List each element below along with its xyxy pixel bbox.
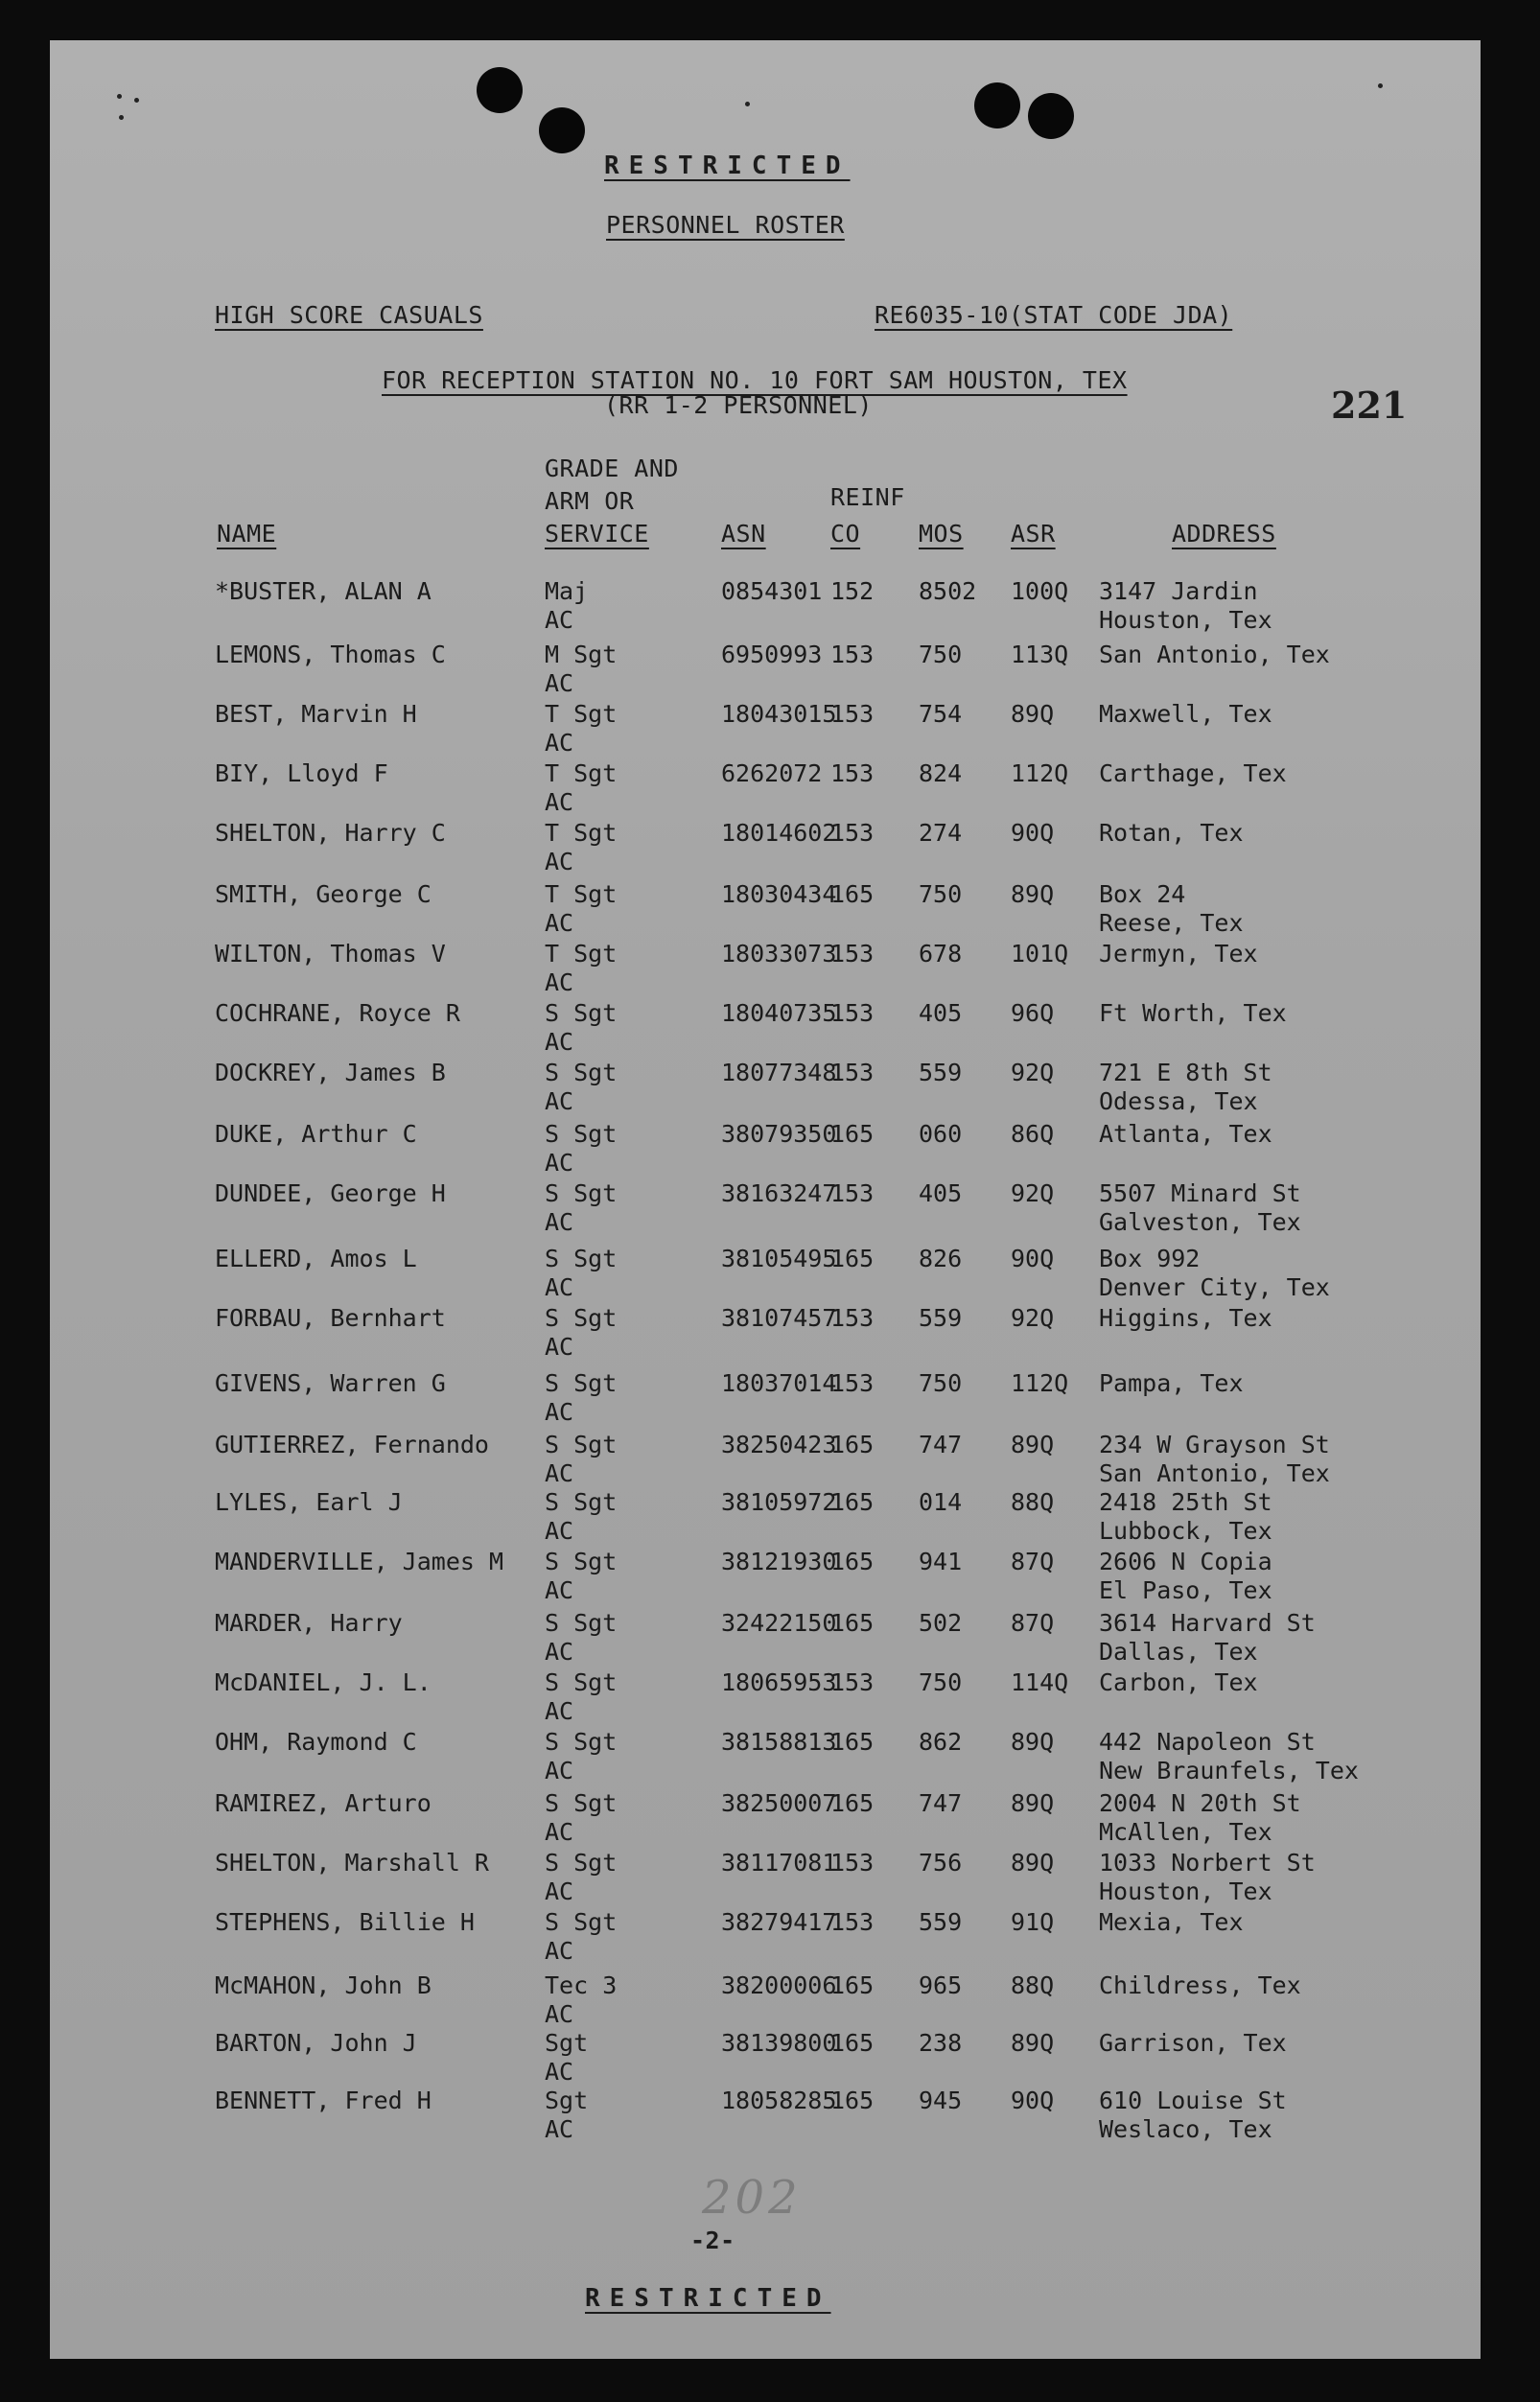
cell-addr1: 1033 Norbert St xyxy=(1099,1849,1316,1877)
cell-asr: 91Q xyxy=(1011,1908,1055,1936)
roster-title: PERSONNEL ROSTER xyxy=(606,211,845,239)
cell-co: 153 xyxy=(830,1304,875,1332)
cell-arm: AC xyxy=(545,1459,574,1487)
cell-co: 165 xyxy=(830,1971,875,1999)
cell-name: *BUSTER, ALAN A xyxy=(215,577,432,605)
cell-grade: S Sgt xyxy=(545,1668,618,1696)
cell-addr2: Reese, Tex xyxy=(1099,909,1244,937)
cell-mos: 559 xyxy=(919,1304,963,1332)
col-asr: ASR xyxy=(1011,520,1056,548)
cell-asr: 88Q xyxy=(1011,1971,1055,1999)
cell-grade: Sgt xyxy=(545,2029,589,2057)
cell-co: 165 xyxy=(830,2029,875,2057)
cell-arm: AC xyxy=(545,848,574,875)
cell-name: McDANIEL, J. L. xyxy=(215,1668,432,1696)
cell-grade: S Sgt xyxy=(545,1548,618,1575)
cell-addr1: 2418 25th St xyxy=(1099,1488,1272,1516)
table-row xyxy=(50,1849,1481,1908)
cell-addr1: San Antonio, Tex xyxy=(1099,641,1330,668)
cell-asn: 32422150 xyxy=(721,1609,837,1637)
cell-name: GIVENS, Warren G xyxy=(215,1369,446,1397)
cell-addr1: Mexia, Tex xyxy=(1099,1908,1244,1936)
table-row xyxy=(50,1431,1481,1490)
page-stamp: 221 xyxy=(1331,384,1408,427)
page-number: -2- xyxy=(690,2227,735,2254)
cell-grade: S Sgt xyxy=(545,1849,618,1877)
cell-asn: 18077348 xyxy=(721,1059,837,1086)
cell-arm: AC xyxy=(545,1333,574,1361)
cell-asn: 38105972 xyxy=(721,1488,837,1516)
cell-asr: 89Q xyxy=(1011,1849,1055,1877)
cell-arm: AC xyxy=(545,1149,574,1177)
cell-addr1: Jermyn, Tex xyxy=(1099,940,1258,968)
cell-name: WILTON, Thomas V xyxy=(215,940,446,968)
punch-hole xyxy=(477,67,523,113)
cell-arm: AC xyxy=(545,2115,574,2143)
table-row xyxy=(50,880,1481,940)
cell-addr1: Higgins, Tex xyxy=(1099,1304,1272,1332)
cell-co: 153 xyxy=(830,999,875,1027)
cell-grade: S Sgt xyxy=(545,1369,618,1397)
punch-hole xyxy=(1028,93,1074,139)
cell-grade: S Sgt xyxy=(545,1609,618,1637)
cell-asr: 113Q xyxy=(1011,641,1069,668)
cell-name: DUNDEE, George H xyxy=(215,1179,446,1207)
cell-asn: 38250423 xyxy=(721,1431,837,1458)
cell-addr2: New Braunfels, Tex xyxy=(1099,1757,1359,1784)
cell-arm: AC xyxy=(545,669,574,697)
cell-asn: 6262072 xyxy=(721,759,823,787)
cell-mos: 750 xyxy=(919,880,963,908)
cell-asr: 92Q xyxy=(1011,1179,1055,1207)
cell-asr: 89Q xyxy=(1011,2029,1055,2057)
cell-co: 153 xyxy=(830,1179,875,1207)
cell-addr1: 2004 N 20th St xyxy=(1099,1789,1301,1817)
cell-addr1: Rotan, Tex xyxy=(1099,819,1244,847)
personnel-label: (RR 1-2 PERSONNEL) xyxy=(604,391,873,419)
cell-arm: AC xyxy=(545,1818,574,1846)
punch-hole xyxy=(974,82,1020,128)
table-row xyxy=(50,1488,1481,1548)
cell-grade: Maj xyxy=(545,577,589,605)
cell-asr: 89Q xyxy=(1011,1431,1055,1458)
cell-addr2: San Antonio, Tex xyxy=(1099,1459,1330,1487)
cell-mos: 754 xyxy=(919,700,963,728)
cell-mos: 678 xyxy=(919,940,963,968)
cell-co: 165 xyxy=(830,1245,875,1272)
cell-asr: 100Q xyxy=(1011,577,1069,605)
col-name: NAME xyxy=(217,520,277,548)
restricted-top: RESTRICTED xyxy=(604,152,851,180)
table-row xyxy=(50,1120,1481,1179)
cell-arm: AC xyxy=(545,1087,574,1115)
cell-name: COCHRANE, Royce R xyxy=(215,999,460,1027)
cell-asr: 88Q xyxy=(1011,1488,1055,1516)
col-grade-line1: GRADE AND xyxy=(545,455,679,482)
cell-arm: AC xyxy=(545,2000,574,2028)
cell-addr1: Ft Worth, Tex xyxy=(1099,999,1287,1027)
col-co: CO xyxy=(830,520,861,548)
cell-grade: S Sgt xyxy=(545,1304,618,1332)
table-row xyxy=(50,1548,1481,1607)
cell-addr1: 5507 Minard St xyxy=(1099,1179,1301,1207)
cell-name: DOCKREY, James B xyxy=(215,1059,446,1086)
cell-name: BARTON, John J xyxy=(215,2029,417,2057)
cell-arm: AC xyxy=(545,1937,574,1965)
cell-arm: AC xyxy=(545,2058,574,2086)
table-row xyxy=(50,1668,1481,1728)
cell-asn: 18014602 xyxy=(721,819,837,847)
cell-asn: 18037014 xyxy=(721,1369,837,1397)
cell-mos: 826 xyxy=(919,1245,963,1272)
cell-asr: 92Q xyxy=(1011,1059,1055,1086)
cell-name: BENNETT, Fred H xyxy=(215,2087,432,2114)
cell-co: 152 xyxy=(830,577,875,605)
speck xyxy=(134,98,139,103)
restricted-bottom: RESTRICTED xyxy=(585,2284,831,2313)
cell-mos: 8502 xyxy=(919,577,977,605)
cell-addr1: Box 24 xyxy=(1099,880,1186,908)
cell-addr2: Dallas, Tex xyxy=(1099,1638,1258,1666)
cell-name: MANDERVILLE, James M xyxy=(215,1548,504,1575)
cell-co: 165 xyxy=(830,1431,875,1458)
cell-asn: 18033073 xyxy=(721,940,837,968)
cell-co: 153 xyxy=(830,700,875,728)
cell-grade: Sgt xyxy=(545,2087,589,2114)
cell-mos: 750 xyxy=(919,641,963,668)
cell-addr1: Carbon, Tex xyxy=(1099,1668,1258,1696)
speck xyxy=(745,102,750,106)
station-label: FOR RECEPTION STATION NO. 10 FORT SAM HOUSTON, TEX xyxy=(382,366,1128,394)
col-mos: MOS xyxy=(919,520,964,548)
cell-co: 153 xyxy=(830,1908,875,1936)
speck xyxy=(119,115,124,120)
cell-arm: AC xyxy=(545,1208,574,1236)
cell-grade: S Sgt xyxy=(545,1728,618,1756)
cell-asr: 87Q xyxy=(1011,1548,1055,1575)
cell-addr1: Garrison, Tex xyxy=(1099,2029,1287,2057)
table-row xyxy=(50,1789,1481,1849)
cell-grade: S Sgt xyxy=(545,1789,618,1817)
code-label: RE6035-10(STAT CODE JDA) xyxy=(875,301,1233,329)
cell-grade: M Sgt xyxy=(545,641,618,668)
cell-grade: T Sgt xyxy=(545,940,618,968)
table-row xyxy=(50,1245,1481,1304)
cell-asn: 6950993 xyxy=(721,641,823,668)
col-reinf: REINF xyxy=(830,483,905,511)
cell-mos: 747 xyxy=(919,1431,963,1458)
table-row xyxy=(50,700,1481,759)
punch-hole xyxy=(539,107,585,153)
cell-co: 153 xyxy=(830,1849,875,1877)
group-label: HIGH SCORE CASUALS xyxy=(215,301,483,329)
cell-co: 165 xyxy=(830,1609,875,1637)
table-row xyxy=(50,1971,1481,2031)
cell-addr2: Lubbock, Tex xyxy=(1099,1517,1272,1545)
cell-asn: 18065953 xyxy=(721,1668,837,1696)
cell-addr2: Houston, Tex xyxy=(1099,1877,1272,1905)
handwritten-number: 202 xyxy=(702,2171,802,2225)
cell-mos: 405 xyxy=(919,1179,963,1207)
cell-asn: 38279417 xyxy=(721,1908,837,1936)
cell-asr: 101Q xyxy=(1011,940,1069,968)
cell-name: McMAHON, John B xyxy=(215,1971,432,1999)
cell-addr2: El Paso, Tex xyxy=(1099,1576,1272,1604)
cell-asn: 18030434 xyxy=(721,880,837,908)
table-row xyxy=(50,1908,1481,1968)
cell-mos: 941 xyxy=(919,1548,963,1575)
cell-arm: AC xyxy=(545,1517,574,1545)
cell-asn: 38200006 xyxy=(721,1971,837,1999)
table-row xyxy=(50,819,1481,878)
cell-name: SMITH, George C xyxy=(215,880,432,908)
cell-co: 165 xyxy=(830,2087,875,2114)
cell-arm: AC xyxy=(545,1877,574,1905)
cell-asn: 38250007 xyxy=(721,1789,837,1817)
cell-asn: 18043015 xyxy=(721,700,837,728)
cell-mos: 756 xyxy=(919,1849,963,1877)
cell-grade: S Sgt xyxy=(545,1245,618,1272)
cell-name: OHM, Raymond C xyxy=(215,1728,417,1756)
cell-name: LEMONS, Thomas C xyxy=(215,641,446,668)
cell-asr: 87Q xyxy=(1011,1609,1055,1637)
cell-co: 153 xyxy=(830,940,875,968)
cell-mos: 502 xyxy=(919,1609,963,1637)
cell-name: SHELTON, Marshall R xyxy=(215,1849,489,1877)
cell-mos: 274 xyxy=(919,819,963,847)
cell-asr: 90Q xyxy=(1011,2087,1055,2114)
cell-addr1: Box 992 xyxy=(1099,1245,1201,1272)
cell-co: 165 xyxy=(830,880,875,908)
cell-asn: 38107457 xyxy=(721,1304,837,1332)
cell-asr: 90Q xyxy=(1011,819,1055,847)
table-row xyxy=(50,577,1481,637)
cell-mos: 060 xyxy=(919,1120,963,1148)
cell-addr1: 442 Napoleon St xyxy=(1099,1728,1316,1756)
cell-arm: AC xyxy=(545,909,574,937)
cell-mos: 945 xyxy=(919,2087,963,2114)
cell-grade: T Sgt xyxy=(545,880,618,908)
cell-addr1: 2606 N Copia xyxy=(1099,1548,1272,1575)
cell-grade: S Sgt xyxy=(545,1908,618,1936)
cell-mos: 750 xyxy=(919,1668,963,1696)
cell-addr1: 721 E 8th St xyxy=(1099,1059,1272,1086)
cell-co: 153 xyxy=(830,759,875,787)
cell-grade: S Sgt xyxy=(545,1431,618,1458)
cell-addr2: McAllen, Tex xyxy=(1099,1818,1272,1846)
table-row xyxy=(50,759,1481,819)
cell-asn: 38163247 xyxy=(721,1179,837,1207)
table-row xyxy=(50,1059,1481,1118)
cell-asr: 114Q xyxy=(1011,1668,1069,1696)
cell-addr2: Odessa, Tex xyxy=(1099,1087,1258,1115)
cell-co: 153 xyxy=(830,641,875,668)
cell-addr1: Carthage, Tex xyxy=(1099,759,1287,787)
cell-asn: 38121930 xyxy=(721,1548,837,1575)
table-row xyxy=(50,1179,1481,1239)
cell-mos: 559 xyxy=(919,1908,963,1936)
cell-addr1: Maxwell, Tex xyxy=(1099,700,1272,728)
cell-asr: 90Q xyxy=(1011,1245,1055,1272)
cell-co: 165 xyxy=(830,1728,875,1756)
cell-asr: 89Q xyxy=(1011,1728,1055,1756)
cell-mos: 014 xyxy=(919,1488,963,1516)
table-row xyxy=(50,2087,1481,2146)
col-asn: ASN xyxy=(721,520,766,548)
cell-arm: AC xyxy=(545,729,574,757)
document-page xyxy=(50,40,1481,2359)
cell-co: 165 xyxy=(830,1120,875,1148)
cell-name: ELLERD, Amos L xyxy=(215,1245,417,1272)
cell-co: 153 xyxy=(830,819,875,847)
cell-asn: 18040735 xyxy=(721,999,837,1027)
cell-mos: 965 xyxy=(919,1971,963,1999)
cell-arm: AC xyxy=(545,1697,574,1725)
cell-grade: S Sgt xyxy=(545,1120,618,1148)
cell-asr: 86Q xyxy=(1011,1120,1055,1148)
cell-grade: S Sgt xyxy=(545,1488,618,1516)
cell-addr1: 3614 Harvard St xyxy=(1099,1609,1316,1637)
cell-co: 165 xyxy=(830,1548,875,1575)
cell-name: STEPHENS, Billie H xyxy=(215,1908,475,1936)
cell-arm: AC xyxy=(545,1757,574,1784)
cell-arm: AC xyxy=(545,1638,574,1666)
table-row xyxy=(50,1369,1481,1429)
table-row xyxy=(50,999,1481,1059)
cell-grade: S Sgt xyxy=(545,1059,618,1086)
cell-name: GUTIERREZ, Fernando xyxy=(215,1431,489,1458)
cell-co: 153 xyxy=(830,1369,875,1397)
table-row xyxy=(50,1728,1481,1787)
cell-asr: 96Q xyxy=(1011,999,1055,1027)
table-row xyxy=(50,940,1481,999)
cell-asn: 38139800 xyxy=(721,2029,837,2057)
cell-name: RAMIREZ, Arturo xyxy=(215,1789,432,1817)
cell-addr2: Denver City, Tex xyxy=(1099,1273,1330,1301)
cell-asn: 18058285 xyxy=(721,2087,837,2114)
cell-co: 165 xyxy=(830,1789,875,1817)
table-row xyxy=(50,1304,1481,1364)
col-address: ADDRESS xyxy=(1172,520,1276,548)
cell-asr: 112Q xyxy=(1011,759,1069,787)
table-row xyxy=(50,2029,1481,2088)
cell-asr: 92Q xyxy=(1011,1304,1055,1332)
cell-grade: T Sgt xyxy=(545,759,618,787)
cell-asn: 38079350 xyxy=(721,1120,837,1148)
cell-asn: 0854301 xyxy=(721,577,823,605)
cell-asr: 112Q xyxy=(1011,1369,1069,1397)
cell-mos: 559 xyxy=(919,1059,963,1086)
cell-asr: 89Q xyxy=(1011,1789,1055,1817)
cell-grade: T Sgt xyxy=(545,700,618,728)
cell-asn: 38105495 xyxy=(721,1245,837,1272)
cell-addr1: 234 W Grayson St xyxy=(1099,1431,1330,1458)
cell-mos: 862 xyxy=(919,1728,963,1756)
cell-mos: 747 xyxy=(919,1789,963,1817)
cell-asr: 89Q xyxy=(1011,700,1055,728)
cell-arm: AC xyxy=(545,968,574,996)
cell-addr1: Atlanta, Tex xyxy=(1099,1120,1272,1148)
cell-addr2: Weslaco, Tex xyxy=(1099,2115,1272,2143)
cell-mos: 824 xyxy=(919,759,963,787)
cell-addr2: Houston, Tex xyxy=(1099,606,1272,634)
cell-asn: 38158813 xyxy=(721,1728,837,1756)
cell-grade: S Sgt xyxy=(545,999,618,1027)
cell-arm: AC xyxy=(545,1576,574,1604)
cell-addr1: Childress, Tex xyxy=(1099,1971,1301,1999)
cell-co: 153 xyxy=(830,1059,875,1086)
cell-addr2: Galveston, Tex xyxy=(1099,1208,1301,1236)
speck xyxy=(117,94,122,99)
col-grade-line2: ARM OR xyxy=(545,487,635,515)
cell-grade: Tec 3 xyxy=(545,1971,618,1999)
cell-name: FORBAU, Bernhart xyxy=(215,1304,446,1332)
cell-name: BIY, Lloyd F xyxy=(215,759,388,787)
cell-co: 165 xyxy=(830,1488,875,1516)
cell-name: DUKE, Arthur C xyxy=(215,1120,417,1148)
cell-name: BEST, Marvin H xyxy=(215,700,417,728)
cell-arm: AC xyxy=(545,1028,574,1056)
speck xyxy=(1378,83,1383,88)
cell-name: LYLES, Earl J xyxy=(215,1488,403,1516)
cell-mos: 238 xyxy=(919,2029,963,2057)
cell-mos: 405 xyxy=(919,999,963,1027)
cell-addr1: 610 Louise St xyxy=(1099,2087,1287,2114)
cell-grade: S Sgt xyxy=(545,1179,618,1207)
table-row xyxy=(50,1609,1481,1668)
cell-arm: AC xyxy=(545,1398,574,1426)
cell-addr1: 3147 Jardin xyxy=(1099,577,1258,605)
cell-arm: AC xyxy=(545,788,574,816)
cell-arm: AC xyxy=(545,1273,574,1301)
col-service: SERVICE xyxy=(545,520,649,548)
cell-name: MARDER, Harry xyxy=(215,1609,403,1637)
cell-mos: 750 xyxy=(919,1369,963,1397)
cell-co: 153 xyxy=(830,1668,875,1696)
cell-arm: AC xyxy=(545,606,574,634)
cell-asn: 38117081 xyxy=(721,1849,837,1877)
cell-name: SHELTON, Harry C xyxy=(215,819,446,847)
cell-addr1: Pampa, Tex xyxy=(1099,1369,1244,1397)
cell-asr: 89Q xyxy=(1011,880,1055,908)
table-row xyxy=(50,641,1481,700)
cell-grade: T Sgt xyxy=(545,819,618,847)
